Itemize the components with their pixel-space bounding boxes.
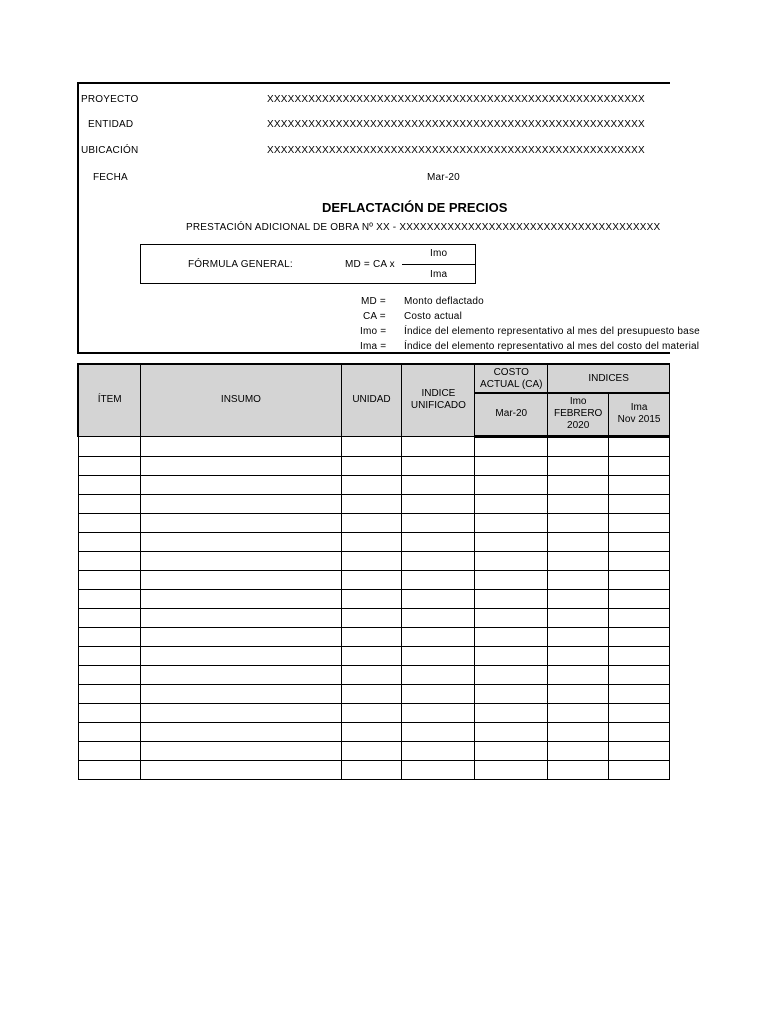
table-cell[interactable] — [341, 627, 402, 646]
table-cell[interactable] — [402, 646, 475, 665]
col-header-costo-line2: ACTUAL (CA) — [480, 378, 543, 390]
table-row — [78, 513, 670, 532]
table-cell[interactable] — [341, 456, 402, 475]
table-row — [78, 570, 670, 589]
col-header-indice-unificado — [402, 364, 475, 436]
table-cell[interactable] — [141, 703, 341, 722]
table-cell[interactable] — [341, 436, 402, 456]
table-cell[interactable] — [402, 475, 475, 494]
legend-desc: Monto deflactado — [404, 296, 484, 307]
table-row — [78, 589, 670, 608]
table-cell[interactable] — [548, 456, 609, 475]
table-cell[interactable] — [402, 494, 475, 513]
table-cell[interactable] — [402, 570, 475, 589]
table-cell[interactable] — [609, 646, 670, 665]
col-header-costo-actual — [475, 364, 548, 393]
table-cell[interactable] — [341, 551, 402, 570]
table-cell[interactable] — [78, 684, 141, 703]
table-cell[interactable] — [609, 684, 670, 703]
table-cell[interactable] — [475, 475, 548, 494]
table-cell[interactable] — [141, 513, 341, 532]
table-cell[interactable] — [141, 760, 341, 779]
table-cell[interactable] — [475, 456, 548, 475]
table-cell[interactable] — [402, 741, 475, 760]
formula-box — [140, 244, 476, 284]
table-cell[interactable] — [609, 741, 670, 760]
col-header-insumo: INSUMO — [141, 364, 341, 436]
table-cell[interactable] — [341, 760, 402, 779]
col-header-indice-line2: UNIFICADO — [410, 400, 466, 412]
legend-desc: Índice del elemento representativo al mes del presupuesto base — [404, 326, 700, 337]
table-cell[interactable] — [609, 722, 670, 741]
table-cell[interactable] — [548, 608, 609, 627]
table-cell[interactable] — [78, 532, 141, 551]
table-cell[interactable] — [548, 722, 609, 741]
table-cell[interactable] — [341, 475, 402, 494]
table-cell[interactable] — [78, 627, 141, 646]
proyecto-value[interactable]: XXXXXXXXXXXXXXXXXXXXXXXXXXXXXXXXXXXXXXXXXXXXXXXXXXXXXXX — [267, 94, 645, 105]
table-cell[interactable] — [402, 456, 475, 475]
formula-denominator: Ima — [430, 269, 448, 280]
table-row — [78, 456, 670, 475]
table-cell[interactable] — [609, 760, 670, 779]
table-cell[interactable] — [475, 665, 548, 684]
table-cell[interactable] — [141, 665, 341, 684]
table-cell[interactable] — [548, 741, 609, 760]
table-cell[interactable] — [548, 513, 609, 532]
col-header-costo-date: Mar-20 — [475, 393, 548, 436]
col-header-ima-line2: Nov 2015 — [617, 414, 661, 426]
col-header-indice-line1: INDICE — [421, 388, 456, 400]
table-cell[interactable] — [402, 532, 475, 551]
table-cell[interactable] — [78, 456, 141, 475]
table-row — [78, 703, 670, 722]
table-cell[interactable] — [141, 456, 341, 475]
table-cell[interactable] — [78, 741, 141, 760]
table-cell[interactable] — [141, 551, 341, 570]
table-row — [78, 684, 670, 703]
fecha-value[interactable]: Mar-20 — [427, 172, 460, 183]
col-header-indices: INDICES — [548, 364, 670, 393]
table-cell[interactable] — [341, 646, 402, 665]
table-cell[interactable] — [78, 494, 141, 513]
table-cell[interactable] — [548, 627, 609, 646]
table-cell[interactable] — [141, 627, 341, 646]
table-cell[interactable] — [548, 684, 609, 703]
table-cell[interactable] — [609, 456, 670, 475]
table-cell[interactable] — [141, 589, 341, 608]
table-cell[interactable] — [548, 760, 609, 779]
table-cell[interactable] — [475, 684, 548, 703]
table-cell[interactable] — [475, 722, 548, 741]
deflation-table — [77, 363, 670, 780]
table-row — [78, 741, 670, 760]
table-cell[interactable] — [341, 741, 402, 760]
table-cell[interactable] — [78, 608, 141, 627]
col-header-imo-line2: FEBRERO — [553, 408, 603, 420]
table-cell[interactable] — [609, 551, 670, 570]
table-cell[interactable] — [402, 513, 475, 532]
col-header-costo-line1: COSTO — [493, 366, 529, 378]
table-row — [78, 494, 670, 513]
table-cell[interactable] — [548, 646, 609, 665]
table-row — [78, 532, 670, 551]
formula-numerator: Imo — [430, 248, 448, 259]
table-cell[interactable] — [78, 513, 141, 532]
page-title: DEFLACTACIÓN DE PRECIOS — [322, 200, 508, 215]
table-cell[interactable] — [548, 703, 609, 722]
table-cell[interactable] — [402, 760, 475, 779]
table-cell[interactable] — [78, 665, 141, 684]
ubicacion-value[interactable]: XXXXXXXXXXXXXXXXXXXXXXXXXXXXXXXXXXXXXXXXXXXXXXXXXXXXXXX — [267, 145, 645, 156]
table-cell[interactable] — [548, 665, 609, 684]
col-header-imo — [548, 393, 609, 436]
table-cell[interactable] — [475, 551, 548, 570]
table-cell[interactable] — [341, 665, 402, 684]
table-body — [78, 436, 670, 779]
table-row — [78, 760, 670, 779]
table-row — [78, 436, 670, 456]
table-cell[interactable] — [341, 494, 402, 513]
formula-label: FÓRMULA GENERAL: — [188, 259, 293, 270]
table-cell[interactable] — [475, 646, 548, 665]
formula-lhs: MD = CA x — [345, 259, 395, 270]
table-cell[interactable] — [341, 570, 402, 589]
table-cell[interactable] — [475, 741, 548, 760]
spreadsheet-sheet — [77, 82, 700, 432]
legend-key: Imo = — [360, 326, 387, 337]
entidad-label: ENTIDAD — [88, 119, 134, 130]
table-cell[interactable] — [78, 570, 141, 589]
entidad-value[interactable]: XXXXXXXXXXXXXXXXXXXXXXXXXXXXXXXXXXXXXXXXXXXXXXXXXXXXXXX — [267, 119, 645, 130]
table-cell[interactable] — [548, 570, 609, 589]
table-cell[interactable] — [141, 722, 341, 741]
header-section — [77, 82, 700, 354]
table-cell[interactable] — [341, 703, 402, 722]
table-cell[interactable] — [548, 551, 609, 570]
table-row — [78, 551, 670, 570]
table-cell[interactable] — [548, 475, 609, 494]
table-cell[interactable] — [609, 570, 670, 589]
legend-desc: Costo actual — [404, 311, 462, 322]
table-row — [78, 608, 670, 627]
table-cell[interactable] — [402, 608, 475, 627]
table-cell[interactable] — [141, 608, 341, 627]
table-cell[interactable] — [341, 722, 402, 741]
table-cell[interactable] — [548, 532, 609, 551]
table-cell[interactable] — [141, 684, 341, 703]
table-cell[interactable] — [475, 513, 548, 532]
legend-desc: Índice del elemento representativo al mes del costo del material — [404, 341, 700, 352]
table-cell[interactable] — [475, 703, 548, 722]
table-cell[interactable] — [475, 627, 548, 646]
table-cell[interactable] — [609, 532, 670, 551]
fecha-label: FECHA — [93, 172, 128, 183]
col-header-unidad: UNIDAD — [341, 364, 402, 436]
table-row — [78, 722, 670, 741]
col-header-ima — [609, 393, 670, 436]
table-cell[interactable] — [78, 703, 141, 722]
table-cell[interactable] — [402, 665, 475, 684]
table-cell[interactable] — [341, 684, 402, 703]
proyecto-label: PROYECTO — [81, 94, 139, 105]
table-cell[interactable] — [609, 494, 670, 513]
table-cell[interactable] — [141, 646, 341, 665]
table-cell[interactable] — [402, 436, 475, 456]
table-cell[interactable] — [78, 760, 141, 779]
table-cell[interactable] — [402, 551, 475, 570]
table-cell[interactable] — [141, 475, 341, 494]
col-header-item: ÍTEM — [78, 364, 141, 436]
table-cell[interactable] — [609, 513, 670, 532]
table-cell[interactable] — [78, 646, 141, 665]
table-cell[interactable] — [78, 551, 141, 570]
table-cell[interactable] — [609, 608, 670, 627]
ubicacion-label: UBICACIÓN — [81, 145, 139, 156]
table-cell[interactable] — [609, 475, 670, 494]
table-cell[interactable] — [548, 589, 609, 608]
legend-key: MD = — [361, 296, 386, 307]
table-cell[interactable] — [402, 703, 475, 722]
col-header-ima-line1: Ima — [630, 402, 648, 414]
table-cell[interactable] — [341, 513, 402, 532]
table-row — [78, 627, 670, 646]
table-cell[interactable] — [475, 760, 548, 779]
table-cell[interactable] — [141, 532, 341, 551]
legend-key: CA = — [363, 311, 386, 322]
table-cell[interactable] — [475, 494, 548, 513]
table-cell[interactable] — [341, 608, 402, 627]
table-cell[interactable] — [341, 589, 402, 608]
legend-key: Ima = — [360, 341, 387, 352]
table-cell[interactable] — [402, 627, 475, 646]
table-cell[interactable] — [141, 494, 341, 513]
table-cell[interactable] — [141, 436, 341, 456]
table-cell[interactable] — [609, 436, 670, 456]
table-cell[interactable] — [141, 570, 341, 589]
col-header-imo-line3: 2020 — [567, 420, 590, 432]
table-cell[interactable] — [141, 741, 341, 760]
table-cell[interactable] — [548, 436, 609, 456]
table-row — [78, 665, 670, 684]
table-cell[interactable] — [78, 436, 141, 456]
table-cell[interactable] — [402, 722, 475, 741]
table-cell[interactable] — [341, 532, 402, 551]
table-cell[interactable] — [609, 703, 670, 722]
fraction-line — [402, 264, 475, 265]
table-cell[interactable] — [402, 684, 475, 703]
table-cell[interactable] — [78, 475, 141, 494]
table-cell[interactable] — [609, 665, 670, 684]
page-subtitle: PRESTACIÓN ADICIONAL DE OBRA Nº XX - XXXXXXXXXXXXXXXXXXXXXXXXXXXXXXXXXXXXXX — [186, 222, 661, 233]
table-row — [78, 646, 670, 665]
col-header-imo-line1: Imo — [569, 396, 587, 408]
table-cell[interactable] — [402, 589, 475, 608]
table-cell[interactable] — [78, 589, 141, 608]
table-cell[interactable] — [548, 494, 609, 513]
table-cell[interactable] — [78, 722, 141, 741]
table-cell[interactable] — [475, 608, 548, 627]
table-cell[interactable] — [475, 589, 548, 608]
table-cell[interactable] — [609, 627, 670, 646]
table-cell[interactable] — [475, 532, 548, 551]
table-cell[interactable] — [475, 570, 548, 589]
table-cell[interactable] — [475, 436, 548, 456]
table-cell[interactable] — [609, 589, 670, 608]
table-row — [78, 475, 670, 494]
